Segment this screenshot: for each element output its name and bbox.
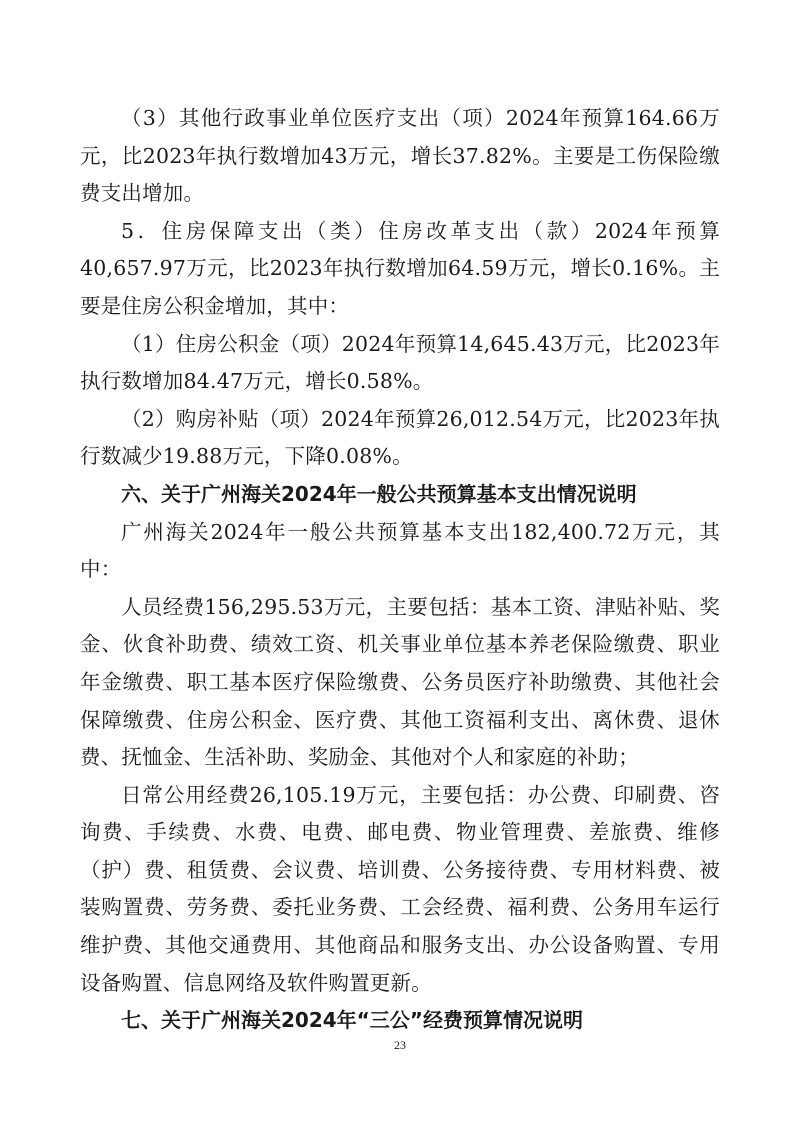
section-heading-three-public: 七、关于广州海关2024年“三公”经费预算情况说明 — [121, 1008, 583, 1033]
paragraph-housing-fund: （1）住房公积金（项）2024年预算14,645.43万元，比2023年执行数增加84.47万元，增长0.58%。 — [80, 331, 720, 394]
page-number: 23 — [394, 1038, 406, 1052]
document-page — [80, 100, 720, 1040]
section-heading-basic-expenditure: 六、关于广州海关2024年一般公共预算基本支出情况说明 — [121, 481, 637, 506]
paragraph-housing-subsidy: （2）购房补贴（项）2024年预算26,012.54万元，比2023年执行数减少19.88万元，下降0.08%。 — [80, 406, 720, 469]
paragraph-basic-expenditure-total: 广州海关2024年一般公共预算基本支出182,400.72万元，其中： — [80, 519, 720, 582]
paragraph-public-expenses: 日常公用经费26,105.19万元，主要包括：办公费、印刷费、咨询费、手续费、水费、电费、邮电费、物业管理费、差旅费、维修（护）费、租赁费、会议费、培训费、公务接待费、专用材料费、被装购置费、劳务费、委托业务费、工会经费、福利费、公务用车运行维护费、其他交通费用、其他商品和服务支出、办公设备购置、专用设备购置、信息网络及软件购置更新。 — [80, 782, 720, 995]
paragraph-personnel-expenses: 人员经费156,295.53万元，主要包括：基本工资、津贴补贴、奖金、伙食补助费、绩效工资、机关事业单位基本养老保险缴费、职业年金缴费、职工基本医疗保险缴费、公务员医疗补助缴费、其他社会保障缴费、住房公积金、医疗费、其他工资福利支出、离休费、退休费、抚恤金、生活补助、奖励金、其他对个人和家庭的补助； — [80, 594, 720, 770]
paragraph-medical-other: （3）其他行政事业单位医疗支出（项）2024年预算164.66万元，比2023年执行数增加43万元，增长37.82%。主要是工伤保险缴费支出增加。 — [80, 106, 720, 206]
paragraph-housing-support: 5．住房保障支出（类）住房改革支出（款）2024年预算40,657.97万元，比2023年执行数增加64.59万元，增长0.16%。主要是住房公积金增加，其中： — [80, 218, 720, 318]
